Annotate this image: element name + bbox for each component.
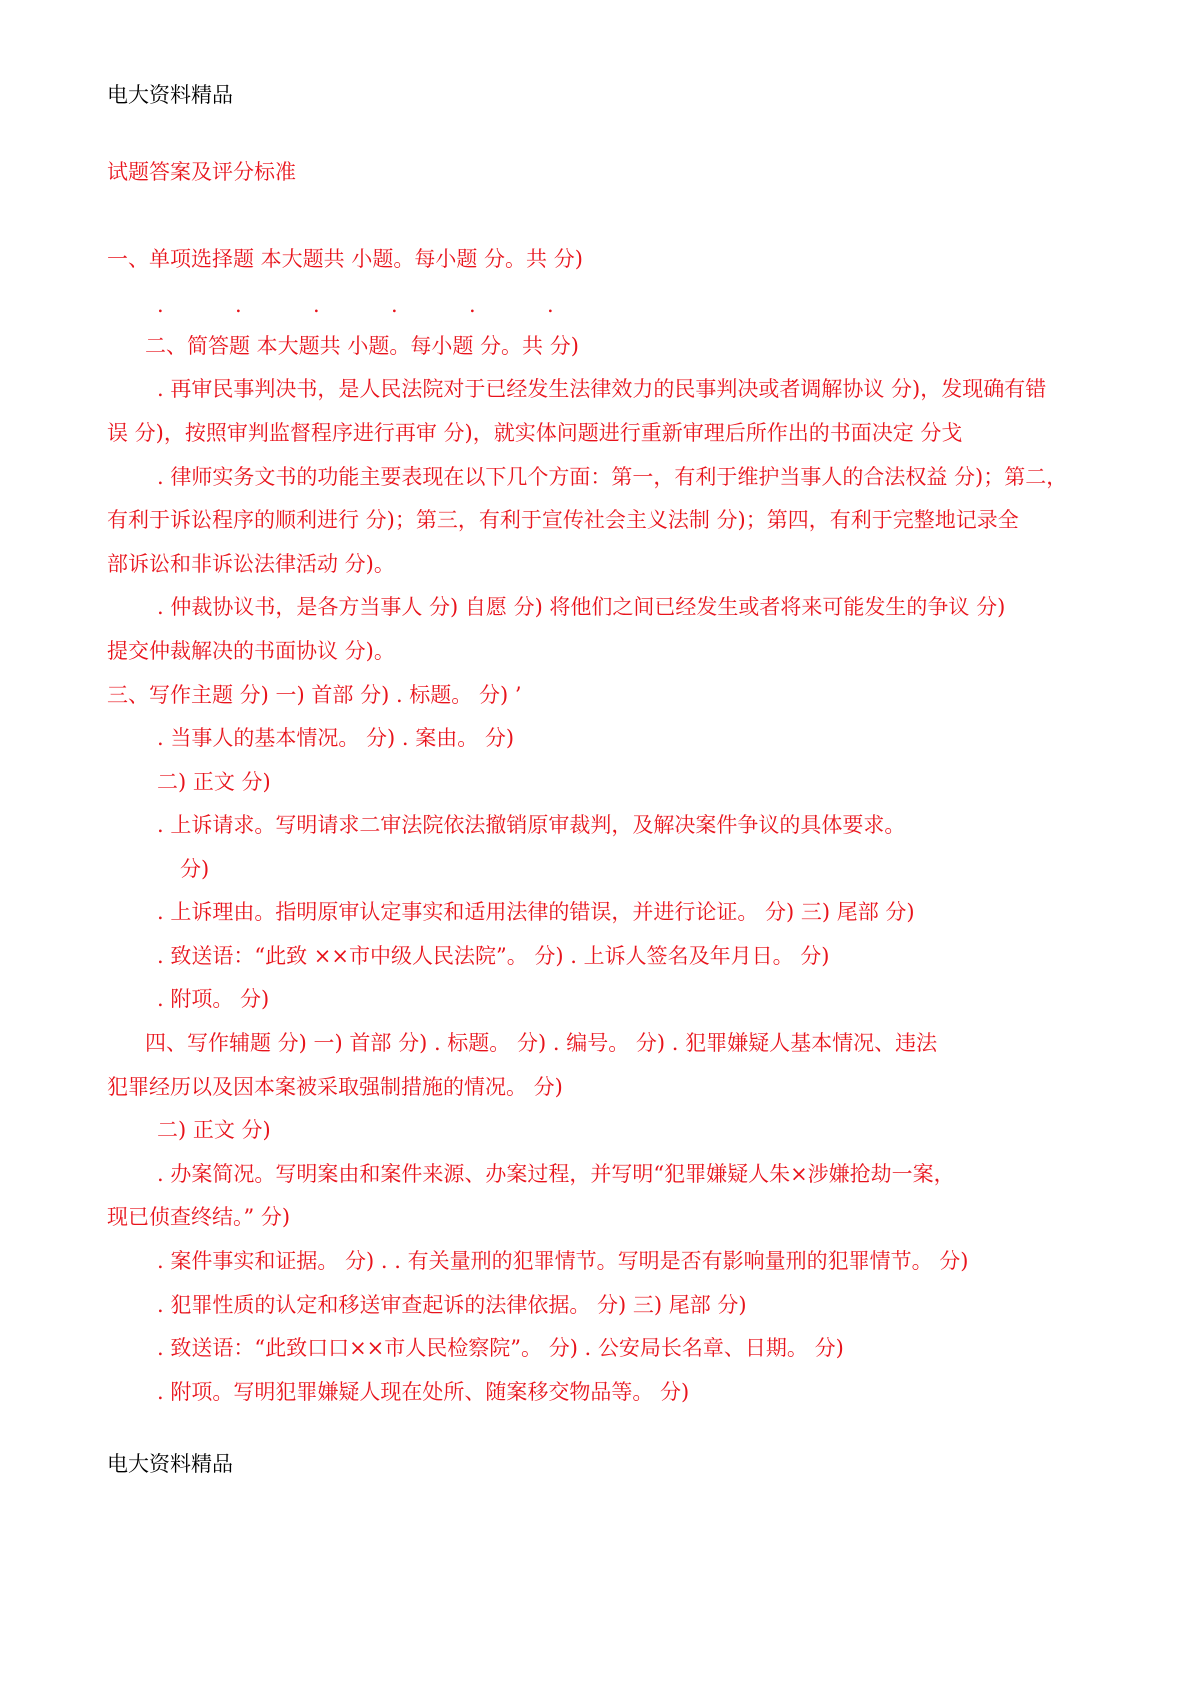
answer-dot: .	[547, 293, 554, 317]
answer-line: . 附项。 分)	[157, 987, 270, 1011]
answer-line: 犯罪经历以及因本案被采取强制措施的情况。 分)	[107, 1075, 563, 1099]
answer-line: . 致送语：“此致口口××市人民检察院”。 分) . 公安局长名章、日期。 分)	[157, 1336, 844, 1360]
answer-line: 误 分)，按照审判监督程序进行再审 分)，就实体问题进行重新审理后所作出的书面决定 分戈	[107, 421, 963, 445]
answer-dot: .	[469, 293, 476, 317]
answer-line: 有利于诉讼程序的顺利进行 分)；第三，有利于宣传社会主义法制 分)；第四，有利于完整地记录全	[107, 508, 1019, 532]
answer-line: . 附项。写明犯罪嫌疑人现在处所、随案移交物品等。 分)	[157, 1380, 690, 1404]
footer-label: 电大资料精品	[107, 1452, 233, 1476]
section1-heading: 一、单项选择题 本大题共 小题。每小题 分。共 分)	[107, 247, 583, 271]
answer-dots-row	[0, 290, 1191, 320]
section2-heading: 二、简答题 本大题共 小题。每小题 分。共 分)	[145, 334, 579, 358]
answer-line: . 办案简况。写明案由和案件来源、办案过程，并写明“犯罪嫌疑人朱×涉嫌抢劫一案，	[157, 1162, 955, 1186]
page-title: 试题答案及评分标准	[107, 160, 296, 184]
answer-line: . 案件事实和证据。 分) . . 有关量刑的犯罪情节。写明是否有影响量刑的犯罪情节。 分)	[157, 1249, 969, 1273]
section4-heading: 四、写作辅题 分) 一) 首部 分) . 标题。 分) . 编号。 分) . 犯罪嫌疑人基本情况、违法	[145, 1031, 938, 1055]
section3-heading: 三、写作主题 分) 一) 首部 分) . 标题。 分) ’	[107, 683, 522, 707]
answer-line: . 再审民事判决书，是人民法院对于已经发生法律效力的民事判决或者调解协议 分)，发现确有错	[157, 377, 1047, 401]
answer-line: 部诉讼和非诉讼法律活动 分)。	[107, 552, 395, 576]
answer-line: 二) 正文 分)	[157, 1118, 271, 1142]
answer-line: . 上诉理由。指明原审认定事实和适用法律的错误，并进行论证。 分) 三) 尾部 分)	[157, 900, 915, 924]
answer-line: 二) 正文 分)	[157, 770, 271, 794]
answer-line: . 犯罪性质的认定和移送审查起诉的法律依据。 分) 三) 尾部 分)	[157, 1293, 747, 1317]
answer-dot: .	[313, 293, 320, 317]
answer-line: . 上诉请求。写明请求二审法院依法撤销原审裁判，及解决案件争议的具体要求。	[157, 813, 906, 837]
answer-line: . 致送语：“此致 ××市中级人民法院”。 分) . 上诉人签名及年月日。 分)	[157, 944, 830, 968]
answer-line: 提交仲裁解决的书面协议 分)。	[107, 639, 395, 663]
answer-dot: .	[157, 293, 164, 317]
answer-line: 现已侦查终结。” 分)	[107, 1205, 291, 1229]
header-label: 电大资料精品	[107, 83, 233, 107]
answer-dot: .	[235, 293, 242, 317]
answer-line: . 律师实务文书的功能主要表现在以下几个方面：第一，有利于维护当事人的合法权益 分)；第二，	[157, 465, 1068, 489]
answer-line: 分)	[180, 857, 210, 881]
answer-dot: .	[391, 293, 398, 317]
answer-line: . 当事人的基本情况。 分) . 案由。 分)	[157, 726, 515, 750]
answer-line: . 仲裁协议书，是各方当事人 分) 自愿 分) 将他们之间已经发生或者将来可能发生的争议 分)	[157, 595, 1006, 619]
